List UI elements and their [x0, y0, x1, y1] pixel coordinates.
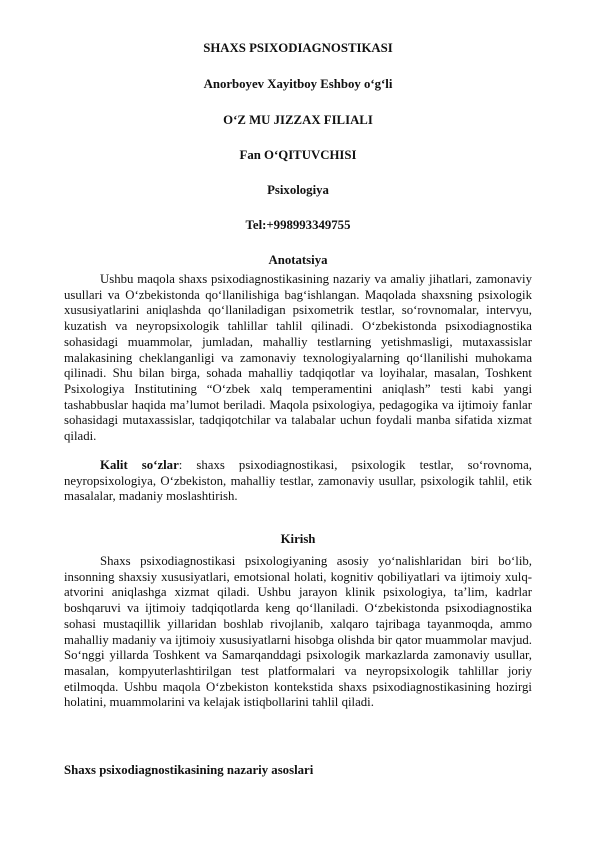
keywords-paragraph — [64, 458, 532, 505]
field: Psixologiya — [267, 183, 329, 197]
paper-title: SHAXS PSIXODIAGNOSTIKASI — [203, 41, 393, 55]
author-position: Fan O‘QITUVCHISI — [239, 148, 357, 162]
section-heading: Shaxs psixodiagnostikasining nazariy asoslari — [64, 763, 314, 777]
abstract-text: Ushbu maqola shaxs psixodiagnostikasining nazariy va amaliy jihatlari, zamonaviy usullari va O‘zbekistonda qo‘llanilishiga bag‘ishlangan. Maqolada shaxsning psixologik xususiyatlarini aniqlashda qo‘llaniladigan psixometrik testlar, so‘rovnomalar, intervyu, kuzatish va neyropsixologik tahlillar tahlil qilinadi. O‘zbekistonda psixodiagnostika sohasidagi muammolar, jumladan, mahalliy testlarning yetishmasligi, mutaxassislar malakasining cheklanganligi va zamonaviy texnologiyalarning qo‘llanilishi muhokama qilinadi. Shu bilan birga, sohada mahalliy tadqiqotlar va loyihalar, masalan, Toshkent Psixologiya Institutining “O‘zbek xalq temperamentini aniqlash” testi kabi yangi tashabbuslar haqida ma’lumot beriladi. Maqola psixologiya, pedagogika va ijtimoiy fanlar sohasidagi mutaxassislar, tadqiqotchilar va talabalar uchun foydali manba sifatida xizmat qiladi. — [64, 272, 532, 444]
keywords-label: Kalit so‘zlar — [100, 458, 179, 472]
institution: O‘Z MU JIZZAX FILIALI — [223, 113, 373, 127]
abstract-heading: Anotatsiya — [268, 253, 328, 267]
phone: Tel:+998993349755 — [245, 218, 351, 232]
keywords-text: : shaxs psixodiagnostikasi, psixologik testlar, so‘rovnoma, neyropsixologiya, O‘zbekiston, mahalliy testlar, zamonaviy usullar, psixologik tahlil, etik masalalar, madaniy moslashtirish. — [64, 458, 532, 504]
introduction-text: Shaxs psixodiagnostikasi psixologiyaning asosiy yo‘nalishlaridan biri bo‘lib, insonning shaxsiy xususiyatlari, emotsional holati, kognitiv qobiliyatlari va ijtimoiy xulq-atvorini aniqlashga xizmat qiladi. Ushbu jarayon klinik psixologiya, ta’lim, kadrlar boshqaruvi va ijtimoiy tadqiqotlarda keng qo‘llaniladi. O‘zbekistonda psixodiagnostika sohasi mustaqillik yillaridan boshlab rivojlanib, xalqaro tajribaga tayanmoqda, ammo mahalliy madaniy va ijtimoiy xususiyatlarni hisobga olishda bir qator muammolar mavjud. So‘nggi yillarda Toshkent va Samarqanddagi psixologik markazlarda zamonaviy usullar, masalan, kompyuterlashtirilgan test platformalari va neyropsixologik tahlillar joriy etilmoqda. Ushbu maqola O‘zbekiston kontekstida shaxs psixodiagnostikasining hozirgi holatini, muammolarini va kelajak istiqbollarini tahlil qiladi. — [64, 554, 532, 710]
author-name: Anorboyev Xayitboy Eshboy o‘g‘li — [203, 77, 393, 91]
introduction-heading: Kirish — [280, 532, 316, 546]
